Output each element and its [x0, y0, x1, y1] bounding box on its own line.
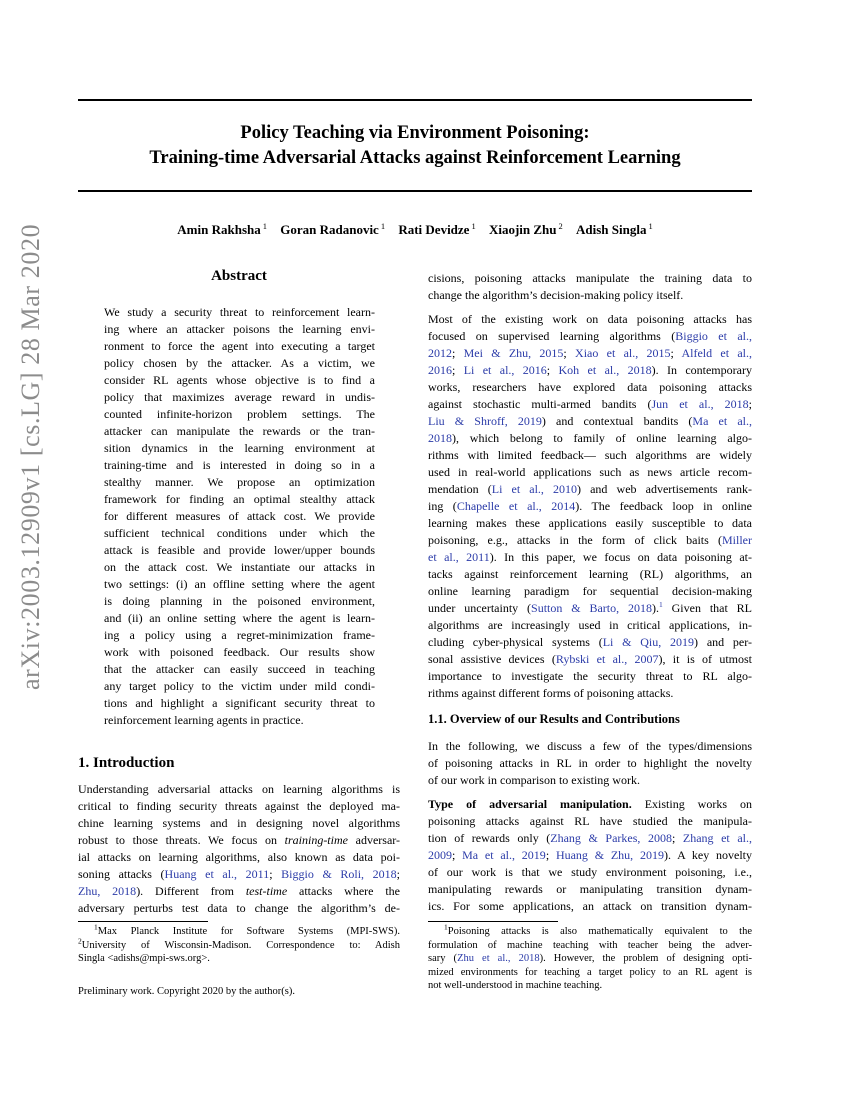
preliminary-note: Preliminary work. Copyright 2020 by the author(s).: [78, 986, 295, 997]
footnote-line: formulation of machine teaching with teacher being the adver-: [428, 939, 752, 951]
abstract-line: ing a policy using a regret-minimization frame-: [104, 628, 375, 642]
paragraph-run-in-heading: Type of adversarial manipulation.: [428, 797, 632, 811]
citation-link[interactable]: Mei & Zhu, 2015: [463, 346, 564, 360]
introduction-body: [78, 781, 400, 917]
body-line: cluding cyber-physical systems (Li & Qiu, 2019) and per-: [428, 635, 752, 649]
citation-link[interactable]: Biggio & Roli, 2018: [281, 867, 397, 881]
body-line: poisoning, e.g., attacks in the form of click baits (Miller: [428, 533, 752, 547]
body-line: Most of the existing work on data poisoning attacks has: [428, 312, 752, 326]
abstract-line: is doing planning in the poisoned environment,: [104, 594, 375, 608]
abstract-line: We study a security threat to reinforcement learn-: [104, 305, 375, 319]
arxiv-identifier: arXiv:2003.12909v1 [cs.LG] 28 Mar 2020: [16, 223, 45, 690]
abstract-line: that the attacker can easily succeed in teaching: [104, 662, 375, 676]
abstract-line: work with poisoned feedback. Our results show: [104, 645, 375, 659]
author-list: [78, 221, 752, 238]
body-line: of our work in comparison to existing work.: [428, 773, 640, 787]
body-line: Type of adversarial manipulation. Existing works on: [428, 797, 752, 811]
abstract-line: consider RL agents whose objective is to find a: [104, 373, 375, 387]
body-line: ing (Chapelle et al., 2014). The feedback loop in online: [428, 499, 752, 513]
citation-link[interactable]: Zhang & Parkes, 2008: [550, 831, 672, 845]
author: Goran Radanovic $^1$: [280, 221, 386, 238]
abstract-line: on the attack cost. We instantiate our attacks in: [104, 560, 375, 574]
abstract-line: training-time and is interested in doing so in a: [104, 458, 375, 472]
citation-link[interactable]: 2012: [428, 346, 452, 360]
section-heading-introduction: 1. Introduction: [78, 755, 175, 771]
footnote-marker[interactable]: 1: [659, 600, 663, 609]
footnote-line: not well-understood in machine teaching.: [428, 980, 603, 991]
body-line: ics. For some applications, an attack on transition dynam-: [428, 899, 752, 913]
abstract-line: sition dynamics in the learning environment at: [104, 441, 375, 455]
affiliation-footnotes: [78, 922, 400, 966]
body-line: 2016; Li et al., 2016; Koh et al., 2018). In contemporary: [428, 363, 752, 377]
paper-title-line-1: Policy Teaching via Environment Poisoning:: [240, 123, 590, 143]
subsection-heading: 1.1. Overview of our Results and Contributions: [428, 712, 680, 726]
citation-link[interactable]: Koh et al., 2018: [558, 363, 652, 377]
intro-line: robust to those threats. We focus on training-time adversar-: [78, 833, 401, 847]
body-line: sonal assistive devices (Rybski et al., 2007), it is of utmost: [428, 652, 752, 666]
footnote-line: $^1$Max Planck Institute for Software Systems (MPI-SWS).: [94, 922, 400, 937]
citation-link[interactable]: Zhu, 2018: [78, 884, 137, 898]
citation-link[interactable]: 2009: [428, 848, 452, 862]
right-column-body: [428, 270, 752, 702]
body-line: of poisoning attacks in RL in order to highlight the novelty: [428, 756, 752, 770]
author: Rati Devidze $^1$: [398, 221, 476, 238]
body-line: against stochastic multi-armed bandits (Jun et al., 2018;: [428, 397, 752, 411]
citation-link[interactable]: Zhang et al.,: [682, 831, 752, 845]
abstract-line: attack is feasible and provide lower/upper bounds: [104, 543, 375, 557]
body-line: works, researchers have explored data poisoning attacks: [428, 380, 752, 394]
right-column-body-continued: [428, 738, 752, 915]
citation-link[interactable]: Li et al., 2016: [463, 363, 547, 377]
abstract-line: tions and highlight a significant security threat to: [104, 696, 375, 710]
citation-link[interactable]: Ma et al., 2019: [462, 848, 546, 862]
abstract-heading: Abstract: [211, 268, 267, 284]
abstract-line: policy that maximizes average reward in undis-: [104, 390, 375, 404]
abstract-body: [104, 304, 375, 729]
citation-link[interactable]: Ma et al.,: [692, 414, 753, 428]
abstract-line: for different measures of attack cost. We provide: [104, 509, 375, 523]
citation-link[interactable]: Biggio et al.,: [675, 329, 753, 343]
abstract-line: attacker can manipulate the rewards or the tran-: [104, 424, 375, 438]
body-line: 2009; Ma et al., 2019; Huang & Zhu, 2019). A key novelty: [428, 848, 752, 862]
author: Amin Rakhsha $^1$: [177, 221, 267, 238]
body-line: rithms with limited feedback— such algorithms are widely: [428, 448, 752, 462]
abstract-line: two settings: (i) an offline setting where the agent: [104, 577, 375, 591]
author: Xiaojin Zhu $^2$: [488, 221, 563, 238]
intro-line: critical to finding security threats against the deployed ma-: [78, 799, 400, 813]
citation-link[interactable]: Rybski et al., 2007: [555, 652, 659, 666]
citation-link[interactable]: Liu & Shroff, 2019: [428, 414, 542, 428]
abstract-line: ronment to force the agent into executing a target: [104, 339, 375, 353]
body-line: importance to investigate the security threat to RL algo-: [428, 669, 752, 683]
abstract-line: counted infinite-horizon problem settings. The: [104, 407, 375, 421]
abstract-line: policy chosen by the attacker. As a victim, we: [104, 356, 375, 370]
footnote-line: sary (Zhu et al., 2018). However, the problem of designing opti-: [428, 953, 752, 964]
abstract-line: and (ii) an online setting where the agent is learn-: [104, 611, 375, 625]
citation-link[interactable]: Zhu et al., 2018: [457, 953, 540, 964]
body-line: tacks against reinforcement learning (RL) algorithms, an: [428, 567, 752, 581]
citation-link[interactable]: Jun et al., 2018: [651, 397, 749, 411]
citation-link[interactable]: Alfeld et al.,: [681, 346, 752, 360]
body-line: 2018), which belong to family of online learning algo-: [428, 431, 752, 445]
title-bottom-rule: [78, 190, 752, 192]
body-line: used in real-world applications such as news article recom-: [428, 465, 752, 479]
body-line: change the algorithm’s decision-making policy itself.: [428, 288, 684, 302]
body-line: 2012; Mei & Zhu, 2015; Xiao et al., 2015; Alfeld et al.,: [428, 346, 752, 360]
citation-link[interactable]: Miller: [722, 533, 752, 547]
abstract-line: sufficient technical conditions under which the: [104, 526, 375, 540]
citation-link[interactable]: 2018: [428, 431, 452, 445]
abstract-line: reinforcement learning agents in practice.: [104, 713, 304, 727]
citation-link[interactable]: Li & Qiu, 2019: [602, 635, 695, 649]
citation-link[interactable]: Chapelle et al., 2014: [456, 499, 576, 513]
body-line: manipulating rewards or manipulating transition dynam-: [428, 882, 752, 896]
body-line: et al., 2011). In this paper, we focus on data poisoning at-: [428, 550, 753, 564]
citation-link[interactable]: Xiao et al., 2015: [575, 346, 671, 360]
intro-line: chine learning systems and in designing novel algorithms: [78, 816, 400, 830]
footnote-1: [428, 922, 752, 993]
citation-link[interactable]: et al., 2011: [428, 550, 490, 564]
body-line: In the following, we discuss a few of the types/dimensions: [428, 739, 752, 753]
intro-line: ial attacks on learning algorithms, also known as data poi-: [78, 850, 400, 864]
intro-line: Understanding adversarial attacks on learning algorithms is: [78, 782, 400, 796]
body-line: poisoning attacks against RL have studied the manipula-: [428, 814, 752, 828]
abstract-line: framework for finding an optimal stealthy attack: [104, 492, 375, 506]
intro-line: soning attacks (Huang et al., 2011; Biggio & Roli, 2018;: [78, 867, 401, 881]
body-line: rithms against different forms of poisoning attacks.: [428, 686, 674, 700]
intro-line: Zhu, 2018). Different from test-time attacks where the: [78, 884, 401, 898]
citation-link[interactable]: Sutton & Barto, 2018: [531, 601, 652, 615]
footnote-line: mized environments for teaching a target policy to an RL agent is: [428, 966, 752, 978]
paper-title-line-2: Training-time Adversarial Attacks against Reinforcement Learning: [149, 148, 681, 168]
footnote-line: Singla <adishs@mpi-sws.org>.: [78, 953, 210, 964]
body-line: online learning paradigm for sequential decision-making: [428, 584, 752, 598]
body-line: learning makes these applications easily susceptible to data: [428, 516, 752, 530]
citation-link[interactable]: Huang et al., 2011: [164, 867, 270, 881]
abstract-line: stealthy manner. We propose an optimization: [104, 475, 375, 489]
footnote-line: $^1$Poisoning attacks is also mathematically equivalent to the: [444, 922, 752, 937]
body-line: Liu & Shroff, 2019) and contextual bandits (Ma et al.,: [428, 414, 753, 428]
body-line: cisions, poisoning attacks manipulate the training data to: [428, 271, 752, 285]
body-line: focused on supervised learning algorithms (Biggio et al.,: [428, 329, 753, 343]
intro-line: adversary perturbs test data to change the algorithm’s de-: [78, 901, 400, 915]
body-line: tion of rewards only (Zhang & Parkes, 2008; Zhang et al.,: [428, 831, 752, 845]
author: Adish Singla $^1$: [576, 221, 653, 238]
title-top-rule: [78, 99, 752, 101]
footnote-line: $^2$University of Wisconsin-Madison. Correspondence to: Adish: [78, 936, 400, 951]
abstract-line: any target policy to the victim under mild condi-: [104, 679, 375, 693]
citation-link[interactable]: Li et al., 2010: [491, 482, 578, 496]
body-line: under uncertainty (Sutton & Barto, 2018).$^1$ Given that RL: [428, 600, 753, 615]
citation-link[interactable]: 2016: [428, 363, 452, 377]
body-line: of our work is that we study environment poisoning, i.e.,: [428, 865, 752, 879]
body-line: mendation (Li et al., 2010) and web advertisements rank-: [428, 482, 752, 496]
abstract-line: ing where an attacker poisons the learning envi-: [104, 322, 375, 336]
body-line: algorithms are increasingly used in critical applications, in-: [428, 618, 752, 632]
citation-link[interactable]: Huang & Zhu, 2019: [555, 848, 664, 862]
